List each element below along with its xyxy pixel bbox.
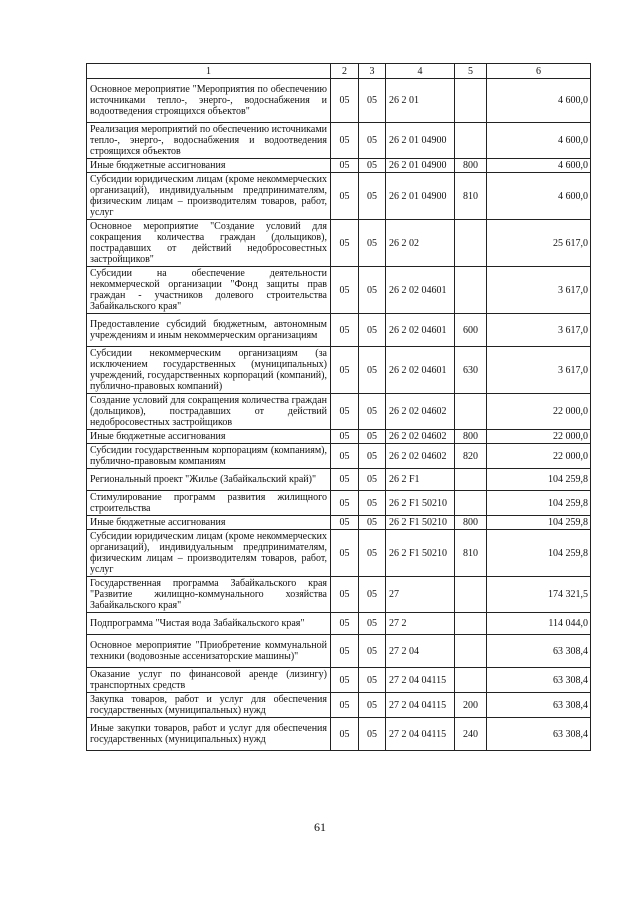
row-section-cell: 05 [331,314,359,347]
row-subsection-cell: 05 [359,491,386,516]
row-section-cell: 05 [331,491,359,516]
table-row [87,173,591,220]
row-expense-type-cell [455,469,487,491]
table-row [87,123,591,159]
row-amount-cell: 63 308,4 [487,693,591,718]
row-section-cell: 05 [331,469,359,491]
row-name-cell: Субсидии государственным корпорациям (компаниям), публично-правовым компаниям [87,444,331,469]
row-name-cell: Субсидии на обеспечение деятельности некоммерческой организации "Фонд защиты прав граждан - участников долевого строительства Забайкальского края" [87,267,331,314]
row-section-cell: 05 [331,220,359,267]
row-code-cell: 26 2 02 04602 [386,430,455,444]
row-amount-cell: 63 308,4 [487,668,591,693]
row-amount-cell: 25 617,0 [487,220,591,267]
budget-table [86,63,591,751]
row-expense-type-cell [455,668,487,693]
row-subsection-cell: 05 [359,516,386,530]
table-row [87,693,591,718]
table-row [87,314,591,347]
row-subsection-cell: 05 [359,430,386,444]
row-section-cell: 05 [331,613,359,635]
row-expense-type-cell: 200 [455,693,487,718]
row-subsection-cell: 05 [359,314,386,347]
row-section-cell: 05 [331,159,359,173]
table-row [87,668,591,693]
row-name-cell: Подпрограмма "Чистая вода Забайкальского края" [87,613,331,635]
row-amount-cell: 104 259,8 [487,530,591,577]
table-row [87,430,591,444]
header-col-5: 5 [455,64,487,79]
table-row [87,469,591,491]
table-row [87,491,591,516]
row-amount-cell: 63 308,4 [487,718,591,751]
row-expense-type-cell: 810 [455,530,487,577]
row-name-cell: Создание условий для сокращения количества граждан (дольщиков), пострадавших от действий недобросовестных застройщиков [87,394,331,430]
row-subsection-cell: 05 [359,635,386,668]
row-code-cell: 26 2 01 [386,79,455,123]
row-name-cell: Субсидии юридическим лицам (кроме некоммерческих организаций), индивидуальным предпринимателям, физическим лицам – производителям товаров, работ, услуг [87,173,331,220]
table-row [87,444,591,469]
row-name-cell: Основное мероприятие "Приобретение коммунальной техники (водовозные ассенизаторские машины)" [87,635,331,668]
row-code-cell: 27 2 04 04115 [386,693,455,718]
row-code-cell: 26 2 02 04601 [386,314,455,347]
row-subsection-cell: 05 [359,444,386,469]
row-expense-type-cell [455,394,487,430]
row-code-cell: 27 2 [386,613,455,635]
table-row [87,347,591,394]
row-subsection-cell: 05 [359,469,386,491]
row-code-cell: 26 2 02 04601 [386,267,455,314]
table-row [87,267,591,314]
budget-table-sheet [86,63,590,751]
row-subsection-cell: 05 [359,123,386,159]
row-expense-type-cell: 600 [455,314,487,347]
row-subsection-cell: 05 [359,668,386,693]
row-name-cell: Государственная программа Забайкальского края "Развитие жилищно-коммунального хозяйства Забайкальского края" [87,577,331,613]
row-subsection-cell: 05 [359,159,386,173]
header-col-1: 1 [87,64,331,79]
row-code-cell: 27 2 04 [386,635,455,668]
row-name-cell: Субсидии некоммерческим организациям (за исключением государственных (муниципальных) учреждений, государственных корпораций (компаний), публично-правовых компаний) [87,347,331,394]
row-amount-cell: 4 600,0 [487,123,591,159]
table-row [87,79,591,123]
row-code-cell: 26 2 02 04601 [386,347,455,394]
row-name-cell: Основное мероприятие "Мероприятия по обеспечению источниками тепло-, энерго-, водоснабжения и водоотведения строящихся объектов" [87,79,331,123]
row-expense-type-cell: 240 [455,718,487,751]
row-amount-cell: 4 600,0 [487,79,591,123]
row-code-cell: 26 2 F1 50210 [386,491,455,516]
row-amount-cell: 22 000,0 [487,394,591,430]
table-row [87,159,591,173]
row-code-cell: 26 2 02 [386,220,455,267]
row-section-cell: 05 [331,693,359,718]
page-number: 61 [314,820,326,834]
row-expense-type-cell: 630 [455,347,487,394]
row-code-cell: 26 2 02 04602 [386,444,455,469]
row-name-cell: Иные бюджетные ассигнования [87,516,331,530]
row-name-cell: Оказание услуг по финансовой аренде (лизингу) транспортных средств [87,668,331,693]
row-amount-cell: 104 259,8 [487,491,591,516]
row-subsection-cell: 05 [359,394,386,430]
row-code-cell: 26 2 F1 50210 [386,530,455,577]
row-code-cell: 27 2 04 04115 [386,718,455,751]
row-code-cell: 26 2 01 04900 [386,159,455,173]
row-code-cell: 26 2 F1 [386,469,455,491]
table-row [87,635,591,668]
row-name-cell: Иные закупки товаров, работ и услуг для обеспечения государственных (муниципальных) нужд [87,718,331,751]
row-name-cell: Стимулирование программ развития жилищного строительства [87,491,331,516]
table-row [87,220,591,267]
row-amount-cell: 3 617,0 [487,267,591,314]
row-subsection-cell: 05 [359,347,386,394]
row-name-cell: Предоставление субсидий бюджетным, автономным учреждениям и иным некоммерческим организациям [87,314,331,347]
row-section-cell: 05 [331,173,359,220]
row-code-cell: 26 2 02 04602 [386,394,455,430]
row-amount-cell: 174 321,5 [487,577,591,613]
row-subsection-cell: 05 [359,173,386,220]
table-row [87,577,591,613]
row-name-cell: Реализация мероприятий по обеспечению источниками тепло-, энерго-, водоснабжения и водоотведения строящихся объектов [87,123,331,159]
row-expense-type-cell: 810 [455,173,487,220]
row-section-cell: 05 [331,635,359,668]
table-row [87,718,591,751]
row-subsection-cell: 05 [359,718,386,751]
row-code-cell: 27 [386,577,455,613]
row-code-cell: 27 2 04 04115 [386,668,455,693]
row-expense-type-cell: 800 [455,516,487,530]
row-name-cell: Иные бюджетные ассигнования [87,159,331,173]
header-col-6: 6 [487,64,591,79]
row-expense-type-cell [455,577,487,613]
row-amount-cell: 114 044,0 [487,613,591,635]
row-expense-type-cell [455,491,487,516]
table-row [87,394,591,430]
row-subsection-cell: 05 [359,267,386,314]
row-amount-cell: 104 259,8 [487,469,591,491]
row-name-cell: Региональный проект "Жилье (Забайкальский край)" [87,469,331,491]
row-amount-cell: 63 308,4 [487,635,591,668]
row-subsection-cell: 05 [359,79,386,123]
row-amount-cell: 4 600,0 [487,173,591,220]
row-section-cell: 05 [331,123,359,159]
row-amount-cell: 22 000,0 [487,444,591,469]
row-expense-type-cell [455,613,487,635]
row-section-cell: 05 [331,430,359,444]
row-section-cell: 05 [331,577,359,613]
row-section-cell: 05 [331,267,359,314]
header-col-4: 4 [386,64,455,79]
row-section-cell: 05 [331,718,359,751]
row-section-cell: 05 [331,444,359,469]
row-subsection-cell: 05 [359,613,386,635]
row-code-cell: 26 2 F1 50210 [386,516,455,530]
header-row [87,64,591,79]
row-name-cell: Основное мероприятие "Создание условий для сокращения количества граждан (дольщиков), пострадавших от действий недобросовестных застройщиков" [87,220,331,267]
row-amount-cell: 4 600,0 [487,159,591,173]
row-name-cell: Субсидии юридическим лицам (кроме некоммерческих организаций), индивидуальным предпринимателям, физическим лицам – производителям товаров, работ, услуг [87,530,331,577]
table-row [87,613,591,635]
header-col-3: 3 [359,64,386,79]
row-code-cell: 26 2 01 04900 [386,123,455,159]
row-section-cell: 05 [331,516,359,530]
row-expense-type-cell [455,79,487,123]
row-name-cell: Закупка товаров, работ и услуг для обеспечения государственных (муниципальных) нужд [87,693,331,718]
row-amount-cell: 104 259,8 [487,516,591,530]
row-subsection-cell: 05 [359,530,386,577]
row-amount-cell: 3 617,0 [487,314,591,347]
row-amount-cell: 3 617,0 [487,347,591,394]
row-amount-cell: 22 000,0 [487,430,591,444]
row-name-cell: Иные бюджетные ассигнования [87,430,331,444]
row-section-cell: 05 [331,347,359,394]
row-subsection-cell: 05 [359,577,386,613]
row-expense-type-cell [455,220,487,267]
row-section-cell: 05 [331,79,359,123]
header-col-2: 2 [331,64,359,79]
row-section-cell: 05 [331,530,359,577]
row-expense-type-cell [455,123,487,159]
row-section-cell: 05 [331,668,359,693]
row-expense-type-cell: 820 [455,444,487,469]
row-expense-type-cell [455,635,487,668]
row-expense-type-cell: 800 [455,159,487,173]
row-expense-type-cell [455,267,487,314]
row-code-cell: 26 2 01 04900 [386,173,455,220]
row-section-cell: 05 [331,394,359,430]
row-subsection-cell: 05 [359,693,386,718]
table-row [87,530,591,577]
table-row [87,516,591,530]
row-subsection-cell: 05 [359,220,386,267]
row-expense-type-cell: 800 [455,430,487,444]
